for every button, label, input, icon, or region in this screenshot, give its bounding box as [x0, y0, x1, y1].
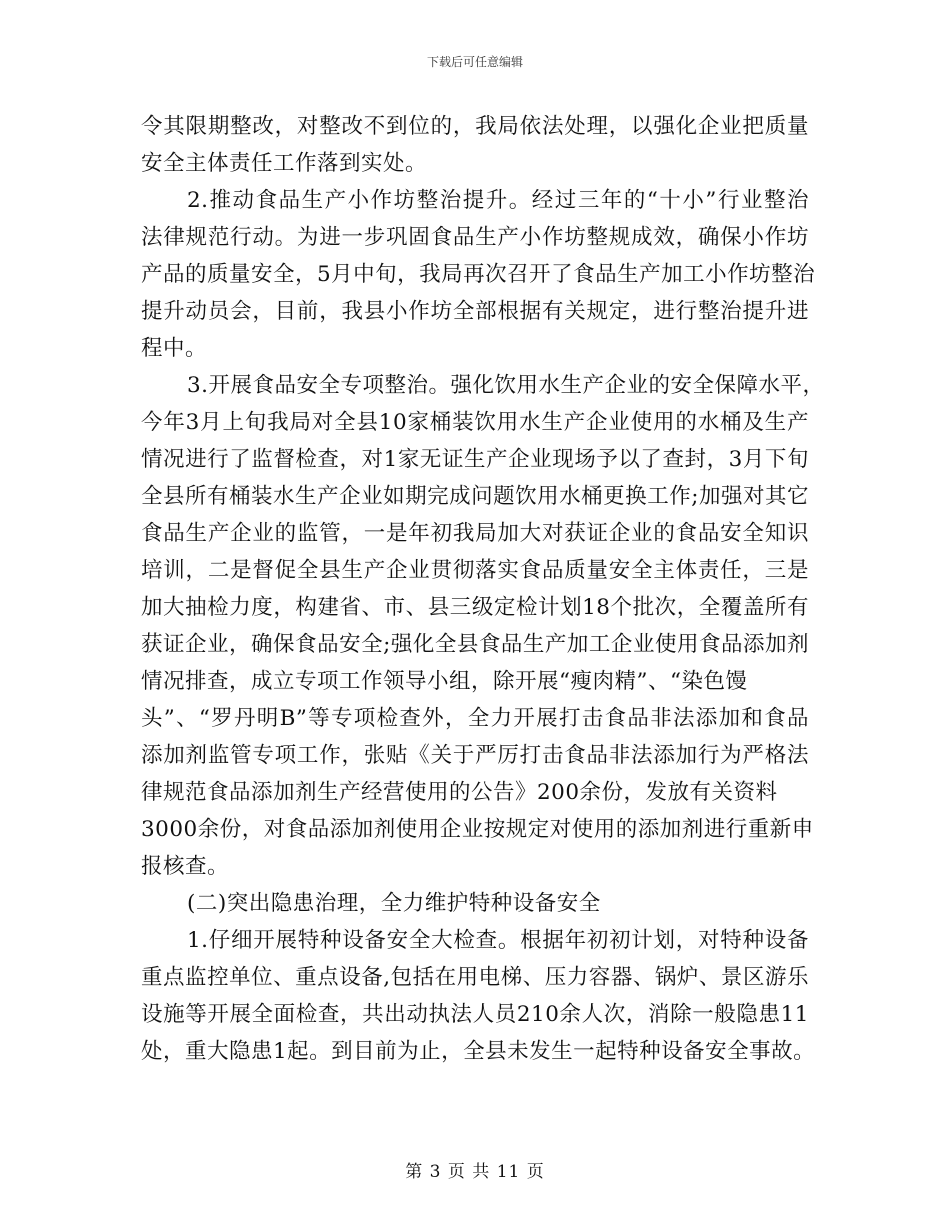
- text-line: 情况排查，成立专项工作领导小组，除开展“瘦肉精”、“染色馒: [141, 669, 748, 694]
- section-heading: (二)突出隐患治理，全力维护特种设备安全: [187, 891, 601, 916]
- text-line: 获证企业，确保食品安全;强化全县食品生产加工企业使用食品添加剂: [141, 632, 809, 657]
- text-line: 加大抽检力度，构建省、市、县三级定检计划18个批次，全覆盖所有: [141, 595, 809, 620]
- text-line: 3000余份，对食品添加剂使用企业按规定对使用的添加剂进行重新申: [141, 817, 814, 842]
- text-line: 程中。: [141, 336, 208, 361]
- page-number-footer: 第 3 页 共 11 页: [405, 1162, 545, 1182]
- document-body: [141, 108, 825, 1070]
- text-line: 法律规范行动。为进一步巩固食品生产小作坊整规成效，确保小作坊: [141, 225, 809, 250]
- text-line: 处，重大隐患1起。到目前为止，全县未发生一起特种设备安全事故。: [141, 1039, 816, 1064]
- text-line: 报核查。: [141, 854, 230, 879]
- paragraph-start-line: 2.推动食品生产小作坊整治提升。经过三年的“十小”行业整治: [187, 188, 809, 213]
- text-line: 律规范食品添加剂生产经营使用的公告》200余份，发放有关资料: [141, 780, 778, 805]
- text-line: 头”、“罗丹明B”等专项检查外，全力开展打击食品非法添加和食品: [141, 706, 809, 731]
- text-line: 安全主体责任工作落到实处。: [141, 151, 428, 176]
- text-line: 设施等开展全面检查，共出动执法人员210余人次，消除一般隐患11: [141, 1002, 809, 1027]
- text-line: 令其限期整改，对整改不到位的，我局依法处理，以强化企业把质量: [141, 114, 809, 139]
- text-line: 情况进行了监督检查，对1家无证生产企业现场予以了查封，3月下旬: [141, 447, 809, 472]
- text-line: 今年3月上旬我局对全县10家桶装饮用水生产企业使用的水桶及生产: [141, 410, 809, 435]
- text-line: 食品生产企业的监管，一是年初我局加大对获证企业的食品安全知识: [141, 521, 809, 546]
- paragraph-start-line: 3.开展食品安全专项整治。强化饮用水生产企业的安全保障水平，: [187, 373, 825, 398]
- text-line: 添加剂监管专项工作，张贴《关于严厉打击食品非法添加行为严格法: [141, 743, 809, 768]
- text-line: 全县所有桶装水生产企业如期完成问题饮用水桶更换工作;加强对其它: [141, 484, 809, 509]
- text-line: 培训，二是督促全县生产企业贯彻落实食品质量安全主体责任，三是: [141, 558, 809, 583]
- text-line: 提升动员会，目前，我县小作坊全部根据有关规定，进行整治提升进: [141, 299, 809, 324]
- text-line: 产品的质量安全，5月中旬，我局再次召开了食品生产加工小作坊整治: [141, 262, 816, 287]
- paragraph-start-line: 1.仔细开展特种设备安全大检查。根据年初初计划，对特种设备: [187, 928, 809, 953]
- text-line: 重点监控单位、重点设备,包括在用电梯、压力容器、锅炉、景区游乐: [141, 965, 809, 990]
- page-header: 下载后可任意编辑: [426, 55, 523, 69]
